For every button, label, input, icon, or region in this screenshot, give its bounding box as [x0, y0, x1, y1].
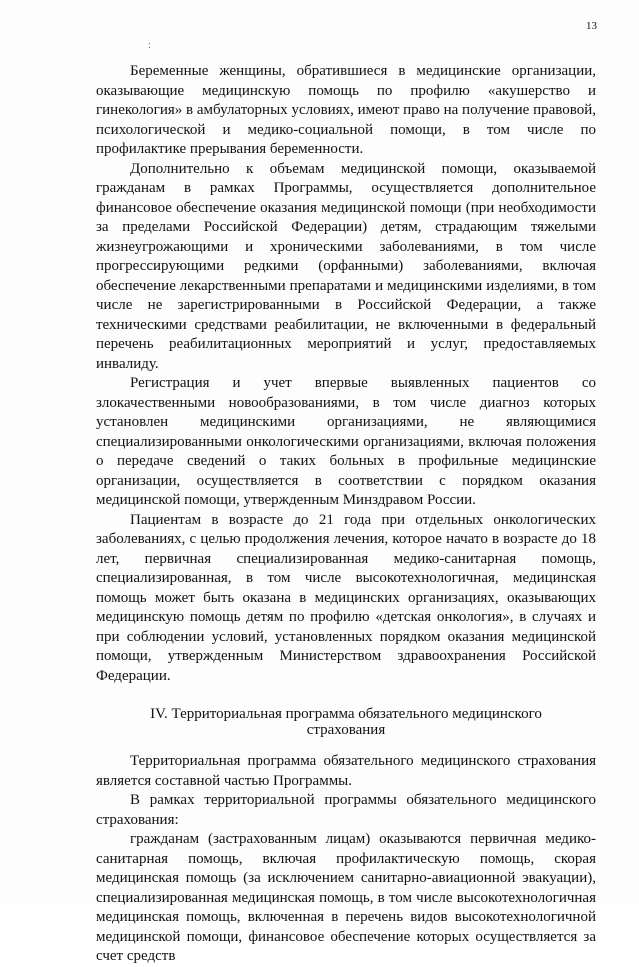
section-heading-line1: IV. Территориальная программа обязательного медицинского — [150, 706, 542, 722]
section-heading-line2: страхования — [306, 722, 386, 738]
paragraph-insured-citizens: гражданам (застрахованным лицам) оказываются первичная медико-санитарная помощь, включая профилактическую помощь, скорая медицинская помощь (за исключением санитарно-авиационной эвакуации), специализированная медицинская помощь, в том числе высокотехнологичная медицинская помощь, включенная в перечень видов высокотехнологичной медицинской помощи, финансовое обеспечение которых осуществляется за счет средств — [96, 831, 596, 964]
paragraph-additional-funding: Дополнительно к объемам медицинской помощи, оказываемой гражданам в рамках Программы, осуществляется дополнительное финансовое обеспечение оказания медицинской помощи (при необходимости за пределами Российской Федерации) детям, страдающим тяжелыми жизнеугрожающими и хроническими заболеваниями, в том числе прогрессирующими редкими (орфанными) заболеваниями, включая обеспечение лекарственными препаратами и медицинскими изделиями, в том числе не зарегистрированными в Российской Федерации, а также техническими средствами реабилитации, не включенными в федеральный перечень реабилитационных мероприятий и услуг, предоставляемых инвалиду. — [96, 160, 596, 372]
paragraph-patients-under-21: Пациентам в возрасте до 21 года при отдельных онкологических заболеваниях, с целью продолжения лечения, которое начато в возрасте до 18 лет, первичная специализированная медико-санитарная помощь, специализированная, в том числе высокотехнологичная, медицинская помощь может быть оказана в медицинских организациях, оказывающих медицинскую помощь детям по профилю «детская онкология», в случаях и при соблюдении условий, установленных порядком оказания медицинской помощи, утвержденным Министерством здравоохранения Российской Федерации. — [96, 511, 596, 684]
paragraph-oncology-registration: Регистрация и учет впервые выявленных пациентов со злокачественными новообразованиями, в том числе диагноз которых установлен медицинскими организациями, не являющимися специализированными онкологическими организациями, включая положения о передаче сведений о таких больных в профильные медицинские организации, осуществляется в соответствии с порядком оказания медицинской помощи, утвержденным Минздравом России. — [96, 375, 596, 508]
document-body — [96, 62, 596, 967]
section-heading — [96, 706, 596, 738]
scan-mark: : — [148, 40, 151, 51]
paragraph-pregnant-women: Беременные женщины, обратившиеся в медицинские организации, оказывающие медицинскую помощь по профилю «акушерство и гинекология» в амбулаторных условиях, имеют право на получение правовой, психологической и медико-социальной помощи, в том числе по профилактике прерывания беременности. — [96, 63, 596, 157]
page-number: 13 — [586, 20, 597, 32]
paragraph-within-program: В рамках территориальной программы обязательного медицинского страхования: — [96, 792, 596, 828]
paragraph-territorial-program: Территориальная программа обязательного медицинского страхования является составной частью Программы. — [96, 753, 596, 789]
